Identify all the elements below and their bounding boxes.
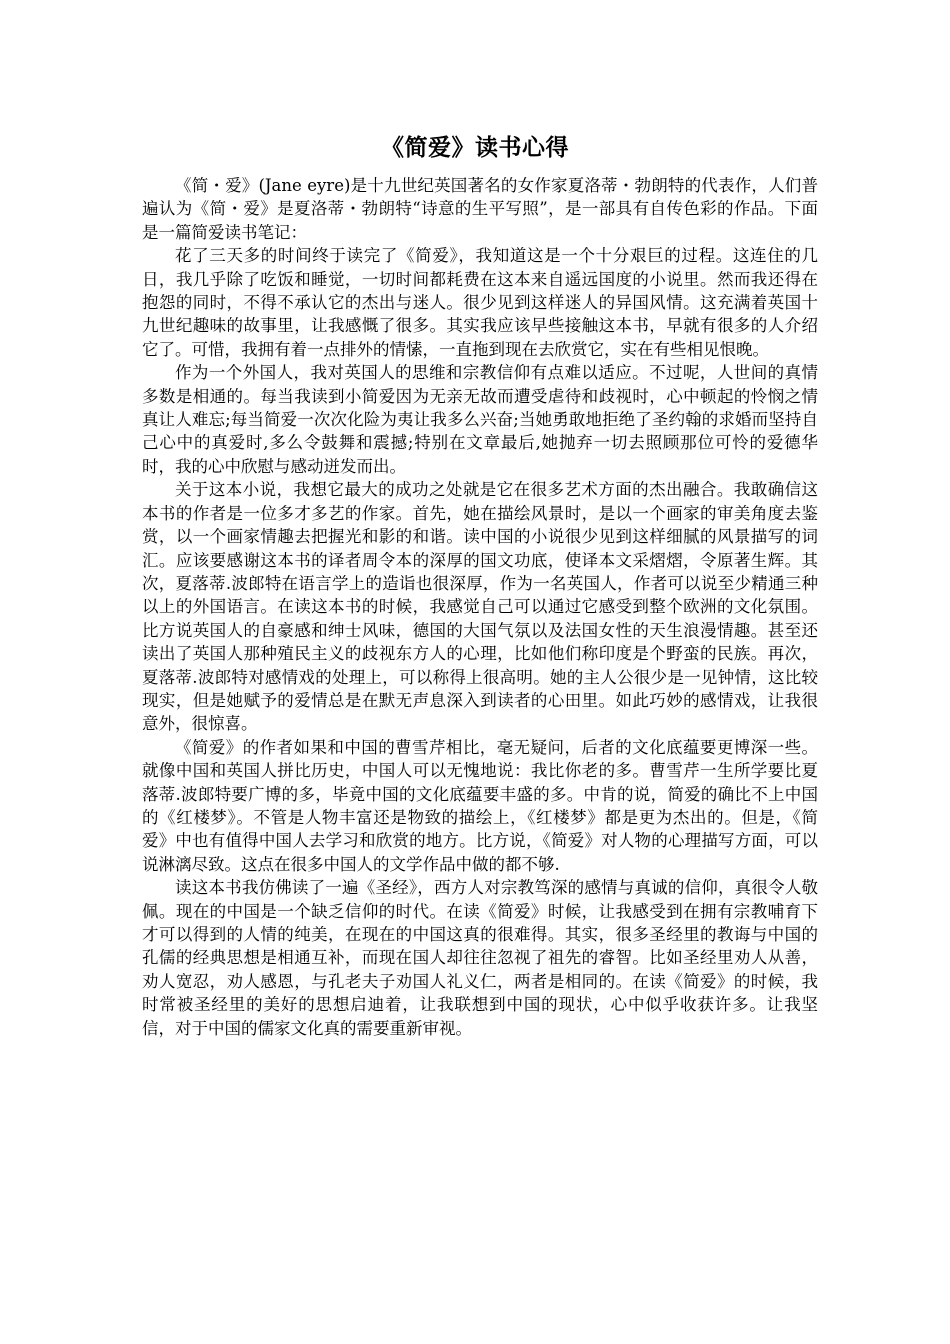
paragraph-bible-reflection: 读这本书我仿佛读了一遍《圣经》，西方人对宗教笃深的感情与真诚的信仰，真很令人敬佩。现在的中国是一个缺乏信仰的时代。在读《简爱》时候，让我感受到在拥有宗教哺育下才可以得到的人情的纯美，在现在的中国这真的很难得。其实，很多圣经里的教诲与中国的孔儒的经典思想是相通互补，而现在国人却往往忽视了祖先的睿智。比如圣经里劝人从善，劝人宽忍，劝人感恩，与孔老夫子劝国人礼义仁，两者是相同的。在读《简爱》的时候，我时常被圣经里的美好的思想启迪着，让我联想到中国的现状，心中似乎收获许多。让我坚信，对于中国的儒家文化真的需要重新审视。 xyxy=(142,878,818,1038)
document-title: 《简爱》读书心得 xyxy=(381,134,569,161)
paragraph-foreign-perspective: 作为一个外国人，我对英国人的思维和宗教信仰有点难以适应。不过呢，人世间的真情多数是相通的。每当我读到小简爱因为无亲无故而遭受虐待和歧视时，心中顿起的怜悯之情真让人难忘;每当简爱一次次化险为夷让我多么兴奋;当她勇敢地拒绝了圣约翰的求婚而坚持自己心中的真爱时,多么令鼓舞和震撼;特别在文章最后,她抛弃一切去照顾那位可怜的爱德华时，我的心中欣慰与感动迸发而出。 xyxy=(142,363,818,476)
paragraph-comparison-cao-xueqin: 《简爱》的作者如果和中国的曹雪芹相比，毫无疑问，后者的文化底蕴要更博深一些。就像中国和英国人拼比历史，中国人可以无愧地说：我比你老的多。曹雪芹一生所学要比夏落蒂.波郎特要广博的多，毕竟中国的文化底蕴要丰盛的多。中肯的说，简爱的确比不上中国的《红楼梦》。不管是人物丰富还是物致的描绘上，《红楼梦》都是更为杰出的。但是，《简爱》中也有值得中国人去学习和欣赏的地方。比方说，《简爱》对人物的心理描写方面，可以说淋漓尽致。这点在很多中国人的文学作品中做的都不够. xyxy=(142,737,818,874)
paragraph-artistic-fusion: 关于这本小说，我想它最大的成功之处就是它在很多艺术方面的杰出融合。我敢确信这本书的作者是一位多才多艺的作家。首先，她在描绘风景时，是以一个画家的审美角度去鉴赏，以一个画家情趣去把握光和影的和谐。读中国的小说很少见到这样细腻的风景描写的词汇。应该要感谢这本书的译者周令本的深厚的国文功底，使译本文采熠熠，令原著生辉。其次，夏落蒂.波郎特在语言学上的造诣也很深厚，作为一名英国人，作者可以说至少精通三种以上的外国语言。在读这本书的时候，我感觉自己可以通过它感受到整个欧洲的文化氛围。比方说英国人的自豪感和绅士风味，德国的大国气氛以及法国女性的天生浪漫情趣。甚至还读出了英国人那种殖民主义的歧视东方人的心理，比如他们称印度是个野蛮的民族。再次，夏落蒂.波郎特对感情戏的处理上，可以称得上很高明。她的主人公很少是一见钟情，这比较现实，但是她赋予的爱情总是在默无声息深入到读者的心田里。如此巧妙的感情戏，让我很意外，很惊喜。 xyxy=(142,480,818,734)
paragraph-reading-experience: 花了三天多的时间终于读完了《简爱》，我知道这是一个十分艰巨的过程。这连住的几日，我几乎除了吃饭和睡觉，一切时间都耗费在这本来自遥远国度的小说里。然而我还得在抱怨的同时，不得不承认它的杰出与迷人。很少见到这样迷人的异国风情。这充满着英国十九世纪趣味的故事里，让我感慨了很多。其实我应该早些接触这本书，早就有很多的人介绍它了。可惜，我拥有着一点排外的情愫，一直拖到现在去欣赏它，实在有些相见恨晚。 xyxy=(142,246,818,359)
document-body xyxy=(142,174,818,1040)
paragraph-intro: 《简・爱》(Jane eyre)是十九世纪英国著名的女作家夏洛蒂・勃朗特的代表作，人们普遍认为《简・爱》是夏洛蒂・勃朗特“诗意的生平写照”，是一部具有自传色彩的作品。下面是一篇简爱读书笔记： xyxy=(142,176,818,242)
